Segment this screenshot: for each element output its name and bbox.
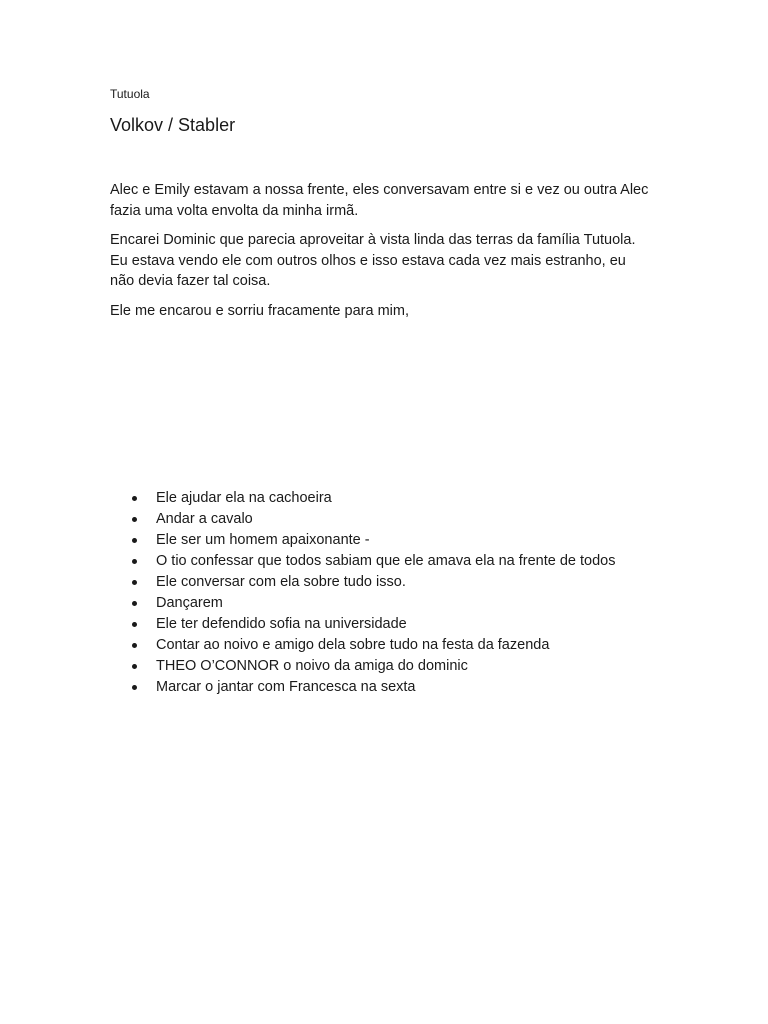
- list-item: [130, 572, 690, 593]
- header-label: Tutuola: [110, 87, 150, 101]
- list-item: [130, 656, 690, 677]
- bullet-icon: [132, 622, 137, 627]
- list-item-text: THEO O’CONNOR o noivo da amiga do dominic: [156, 658, 468, 674]
- list-item-text: Andar a cavalo: [156, 511, 253, 527]
- list-item: [130, 488, 690, 509]
- bullet-icon: [132, 601, 137, 606]
- list-item: [130, 593, 690, 614]
- list-item-text: Ele ajudar ela na cachoeira: [156, 490, 332, 506]
- body-text: [110, 180, 650, 330]
- bullet-icon: [132, 685, 137, 690]
- bullet-icon: [132, 517, 137, 522]
- list-item: [130, 677, 690, 698]
- list-item-text: Contar ao noivo e amigo dela sobre tudo na festa da fazenda: [156, 637, 550, 653]
- bullet-icon: [132, 643, 137, 648]
- bullet-icon: [132, 538, 137, 543]
- paragraph: Encarei Dominic que parecia aproveitar à vista linda das terras da família Tutuola. Eu estava vendo ele com outros olhos e isso estava cada vez mais estranho, eu não devia fazer tal coisa.: [110, 232, 636, 289]
- bullet-icon: [132, 496, 137, 501]
- list-item-text: O tio confessar que todos sabiam que ele amava ela na frente de todos: [156, 553, 616, 569]
- bullet-list: [130, 488, 690, 698]
- bullet-icon: [132, 664, 137, 669]
- paragraph: Alec e Emily estavam a nossa frente, eles conversavam entre si e vez ou outra Alec fazia uma volta envolta da minha irmã.: [110, 182, 649, 219]
- list-item: [130, 530, 690, 551]
- list-item-text: Ele ser um homem apaixonante -: [156, 532, 370, 548]
- list-item-text: Ele conversar com ela sobre tudo isso.: [156, 574, 406, 590]
- list-item: [130, 509, 690, 530]
- list-item-text: Dançarem: [156, 595, 223, 611]
- list-item: [130, 635, 690, 656]
- list-item: [130, 551, 690, 572]
- list-item-text: Marcar o jantar com Francesca na sexta: [156, 679, 416, 695]
- bullet-icon: [132, 559, 137, 564]
- bullet-icon: [132, 580, 137, 585]
- list-item-text: Ele ter defendido sofia na universidade: [156, 616, 407, 632]
- list-item: [130, 614, 690, 635]
- paragraph: Ele me encarou e sorriu fracamente para mim,: [110, 302, 409, 319]
- document-title: Volkov / Stabler: [110, 115, 236, 135]
